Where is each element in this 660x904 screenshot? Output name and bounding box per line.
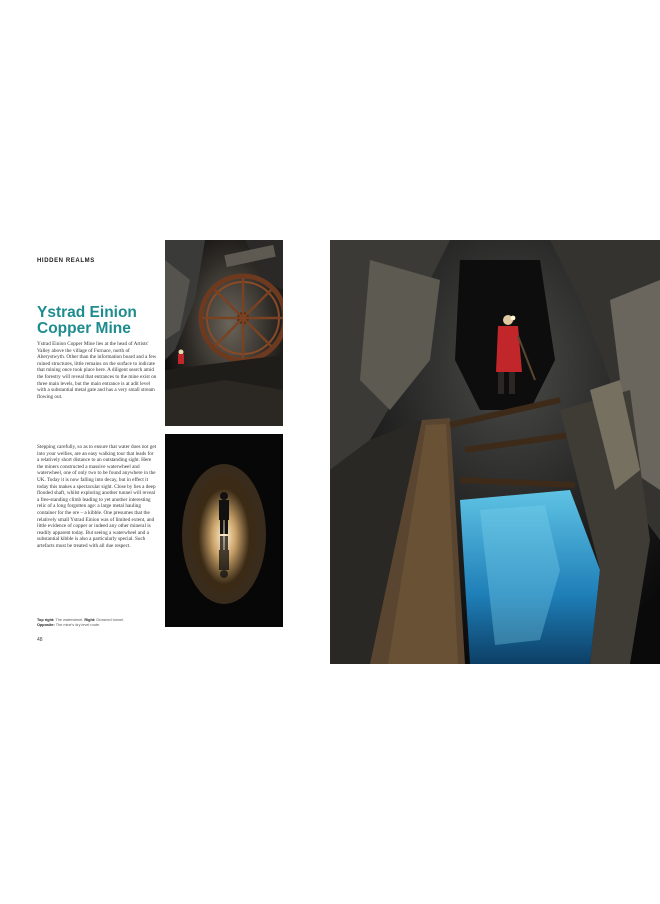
left-page <box>0 0 328 904</box>
caver-figure-small <box>178 350 184 365</box>
caption-label-3: Opposite: <box>37 623 55 628</box>
tunnel-illustration <box>165 434 283 627</box>
waterwheel-illustration <box>165 240 283 426</box>
tunnel-photo <box>165 434 283 627</box>
section-label: HIDDEN REALMS <box>37 258 95 264</box>
page-number: 48 <box>37 637 43 643</box>
caption-label-2: Right: <box>84 618 96 622</box>
caption-text-1: The waterwheel. <box>55 618 84 622</box>
title-line-2: Copper Mine <box>37 320 131 337</box>
article-title <box>37 305 162 337</box>
photo-caption <box>37 618 162 628</box>
title-line-1: Ystrad Einion <box>37 304 137 321</box>
flooded-shaft-photo <box>330 240 660 664</box>
body-paragraph-2: Stepping carefully, so as to ensure that water does not get into your wellies, are an easy walking tour that leads for a relatively short distance to an outstanding sight. Here the miners constructed a massive waterwheel and waterwheel, one of only two to be found anywhere in the UK. Today it is now falling into decay, but in effect it today this makes a spectacular sight. Close by lies a deep flooded shaft, whilst exploring another tunnel will reveal a free-standing climb leading to yet another interesting relic of a long forgotten age: a large metal hauling container for the ore – a kibble. One presumes that the relatively small Ystrad Einion was of limited extent, and little evidence of copper or indeed any other mineral is readily apparent today. But seeing a waterwheel and a substantial kibble is also a particularly special. Such artefacts must be treated with all due respect. <box>37 444 157 549</box>
caption-label-1: Top right: <box>37 618 55 622</box>
caption-text-2: Drowned tunnel. <box>96 618 125 622</box>
waterwheel-photo <box>165 240 283 426</box>
caption-text-3: The mine's dry level route. <box>55 623 101 628</box>
waterwheel <box>201 276 283 360</box>
body-paragraph-1: Ystrad Einion Copper Mine lies at the head of Artists' Valley above the village of Furnace, north of Aberystwyth. Other than the information board and a few ruined structures, little remains on the surface to indicate that mining once took place here. A diligent search amid the forestry will reveal that entrances to the mine exist on three main levels, but the main entrance is at adit level with a substantial metal gate and has a very small stream flowing out. <box>37 341 157 400</box>
flooded-shaft-illustration <box>330 240 660 664</box>
